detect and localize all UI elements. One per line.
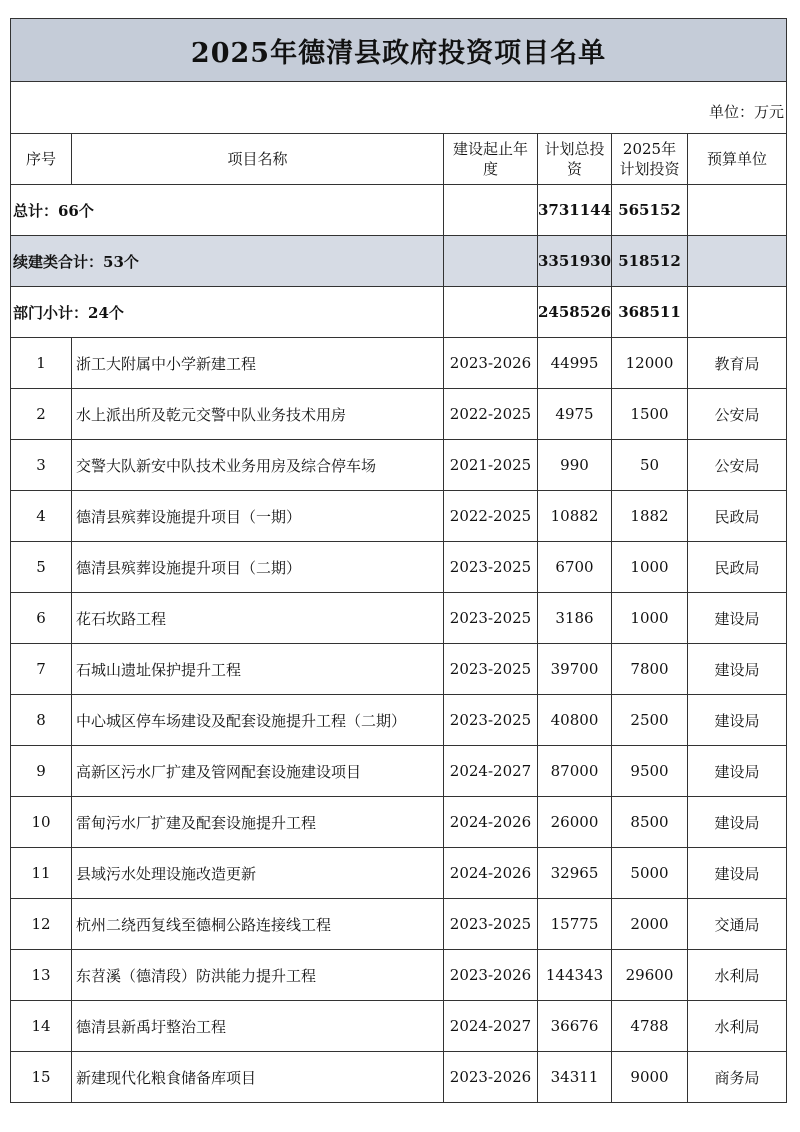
row-plan2025: 29600 [612, 950, 688, 1001]
row-plan2025: 12000 [612, 338, 688, 389]
row-seq: 14 [11, 1001, 72, 1052]
row-seq: 9 [11, 746, 72, 797]
table-row [11, 389, 787, 440]
summary-total: 2458526 [538, 287, 612, 338]
row-seq: 6 [11, 593, 72, 644]
row-seq: 4 [11, 491, 72, 542]
row-total: 6700 [538, 542, 612, 593]
header-total: 计划总投资 [538, 134, 612, 185]
unit-row [11, 82, 787, 134]
row-years: 2023-2026 [444, 950, 538, 1001]
header-years: 建设起止年度 [444, 134, 538, 185]
row-plan2025: 7800 [612, 644, 688, 695]
header-plan2025: 2025年计划投资 [612, 134, 688, 185]
row-total: 36676 [538, 1001, 612, 1052]
row-years: 2022-2025 [444, 491, 538, 542]
row-years: 2023-2025 [444, 695, 538, 746]
row-dept: 商务局 [688, 1052, 787, 1103]
row-name: 东苕溪（德清段）防洪能力提升工程 [72, 950, 444, 1001]
row-plan2025: 50 [612, 440, 688, 491]
row-plan2025: 2000 [612, 899, 688, 950]
table-row [11, 542, 787, 593]
row-years: 2023-2025 [444, 542, 538, 593]
row-total: 44995 [538, 338, 612, 389]
row-seq: 11 [11, 848, 72, 899]
row-total: 990 [538, 440, 612, 491]
table-row [11, 797, 787, 848]
row-dept: 水利局 [688, 950, 787, 1001]
row-plan2025: 1500 [612, 389, 688, 440]
table-row [11, 1052, 787, 1103]
row-seq: 10 [11, 797, 72, 848]
row-plan2025: 5000 [612, 848, 688, 899]
summary-dept [688, 185, 787, 236]
row-plan2025: 1000 [612, 542, 688, 593]
table-row [11, 746, 787, 797]
table-row [11, 950, 787, 1001]
row-name: 交警大队新安中队技术业务用房及综合停车场 [72, 440, 444, 491]
row-total: 40800 [538, 695, 612, 746]
row-seq: 3 [11, 440, 72, 491]
row-total: 39700 [538, 644, 612, 695]
row-total: 144343 [538, 950, 612, 1001]
row-dept: 建设局 [688, 644, 787, 695]
row-plan2025: 9500 [612, 746, 688, 797]
row-name: 德清县新禹圩整治工程 [72, 1001, 444, 1052]
row-seq: 15 [11, 1052, 72, 1103]
table-row [11, 491, 787, 542]
table-row [11, 440, 787, 491]
unit-label: 单位：万元 [708, 103, 784, 121]
row-name: 石城山遗址保护提升工程 [72, 644, 444, 695]
summary-total: 3731144 [538, 185, 612, 236]
summary-total: 3351930 [538, 236, 612, 287]
row-name: 浙工大附属中小学新建工程 [72, 338, 444, 389]
row-total: 15775 [538, 899, 612, 950]
row-years: 2021-2025 [444, 440, 538, 491]
summary-years [444, 185, 538, 236]
row-plan2025: 9000 [612, 1052, 688, 1103]
row-years: 2024-2027 [444, 1001, 538, 1052]
row-seq: 5 [11, 542, 72, 593]
row-name: 高新区污水厂扩建及管网配套设施建设项目 [72, 746, 444, 797]
summary-plan2025: 368511 [612, 287, 688, 338]
row-seq: 12 [11, 899, 72, 950]
row-seq: 1 [11, 338, 72, 389]
row-dept: 建设局 [688, 746, 787, 797]
summary-years [444, 287, 538, 338]
row-years: 2024-2026 [444, 797, 538, 848]
row-name: 水上派出所及乾元交警中队业务技术用房 [72, 389, 444, 440]
row-name: 德清县殡葬设施提升项目（二期） [72, 542, 444, 593]
summary-dept [688, 287, 787, 338]
row-total: 34311 [538, 1052, 612, 1103]
row-years: 2023-2025 [444, 644, 538, 695]
summary-label: 续建类合计：53个 [11, 236, 444, 287]
table-row [11, 644, 787, 695]
row-dept: 公安局 [688, 440, 787, 491]
row-total: 32965 [538, 848, 612, 899]
row-dept: 交通局 [688, 899, 787, 950]
row-dept: 公安局 [688, 389, 787, 440]
row-dept: 建设局 [688, 695, 787, 746]
table-row [11, 848, 787, 899]
row-name: 杭州二绕西复线至德桐公路连接线工程 [72, 899, 444, 950]
row-years: 2023-2026 [444, 1052, 538, 1103]
row-years: 2022-2025 [444, 389, 538, 440]
page-title: 2025年德清县政府投资项目名单 [11, 19, 787, 82]
table-row [11, 899, 787, 950]
row-name: 雷甸污水厂扩建及配套设施提升工程 [72, 797, 444, 848]
row-years: 2023-2026 [444, 338, 538, 389]
row-years: 2024-2027 [444, 746, 538, 797]
summary-row [11, 236, 787, 287]
row-total: 4975 [538, 389, 612, 440]
row-dept: 民政局 [688, 491, 787, 542]
summary-label: 部门小计：24个 [11, 287, 444, 338]
row-seq: 7 [11, 644, 72, 695]
summary-plan2025: 518512 [612, 236, 688, 287]
table-row [11, 593, 787, 644]
row-dept: 教育局 [688, 338, 787, 389]
row-plan2025: 8500 [612, 797, 688, 848]
header-seq: 序号 [11, 134, 72, 185]
summary-years [444, 236, 538, 287]
row-total: 26000 [538, 797, 612, 848]
investment-project-table [10, 18, 786, 1103]
row-years: 2023-2025 [444, 899, 538, 950]
row-plan2025: 4788 [612, 1001, 688, 1052]
row-dept: 建设局 [688, 593, 787, 644]
summary-plan2025: 565152 [612, 185, 688, 236]
row-name: 花石坎路工程 [72, 593, 444, 644]
table-row [11, 695, 787, 746]
row-plan2025: 1000 [612, 593, 688, 644]
unit-cell [11, 82, 787, 134]
row-total: 3186 [538, 593, 612, 644]
row-seq: 8 [11, 695, 72, 746]
header-dept: 预算单位 [688, 134, 787, 185]
title-row [11, 19, 787, 82]
summary-label: 总计：66个 [11, 185, 444, 236]
row-seq: 13 [11, 950, 72, 1001]
header-row [11, 134, 787, 185]
row-years: 2024-2026 [444, 848, 538, 899]
row-dept: 建设局 [688, 848, 787, 899]
row-dept: 建设局 [688, 797, 787, 848]
row-plan2025: 2500 [612, 695, 688, 746]
row-total: 10882 [538, 491, 612, 542]
summary-row [11, 287, 787, 338]
row-total: 87000 [538, 746, 612, 797]
row-name: 县域污水处理设施改造更新 [72, 848, 444, 899]
row-name: 德清县殡葬设施提升项目（一期） [72, 491, 444, 542]
summary-row [11, 185, 787, 236]
row-dept: 民政局 [688, 542, 787, 593]
row-name: 新建现代化粮食储备库项目 [72, 1052, 444, 1103]
header-name: 项目名称 [72, 134, 444, 185]
table-row [11, 338, 787, 389]
row-name: 中心城区停车场建设及配套设施提升工程（二期） [72, 695, 444, 746]
project-table [10, 18, 787, 1103]
table-row [11, 1001, 787, 1052]
row-years: 2023-2025 [444, 593, 538, 644]
row-plan2025: 1882 [612, 491, 688, 542]
row-dept: 水利局 [688, 1001, 787, 1052]
row-seq: 2 [11, 389, 72, 440]
summary-dept [688, 236, 787, 287]
